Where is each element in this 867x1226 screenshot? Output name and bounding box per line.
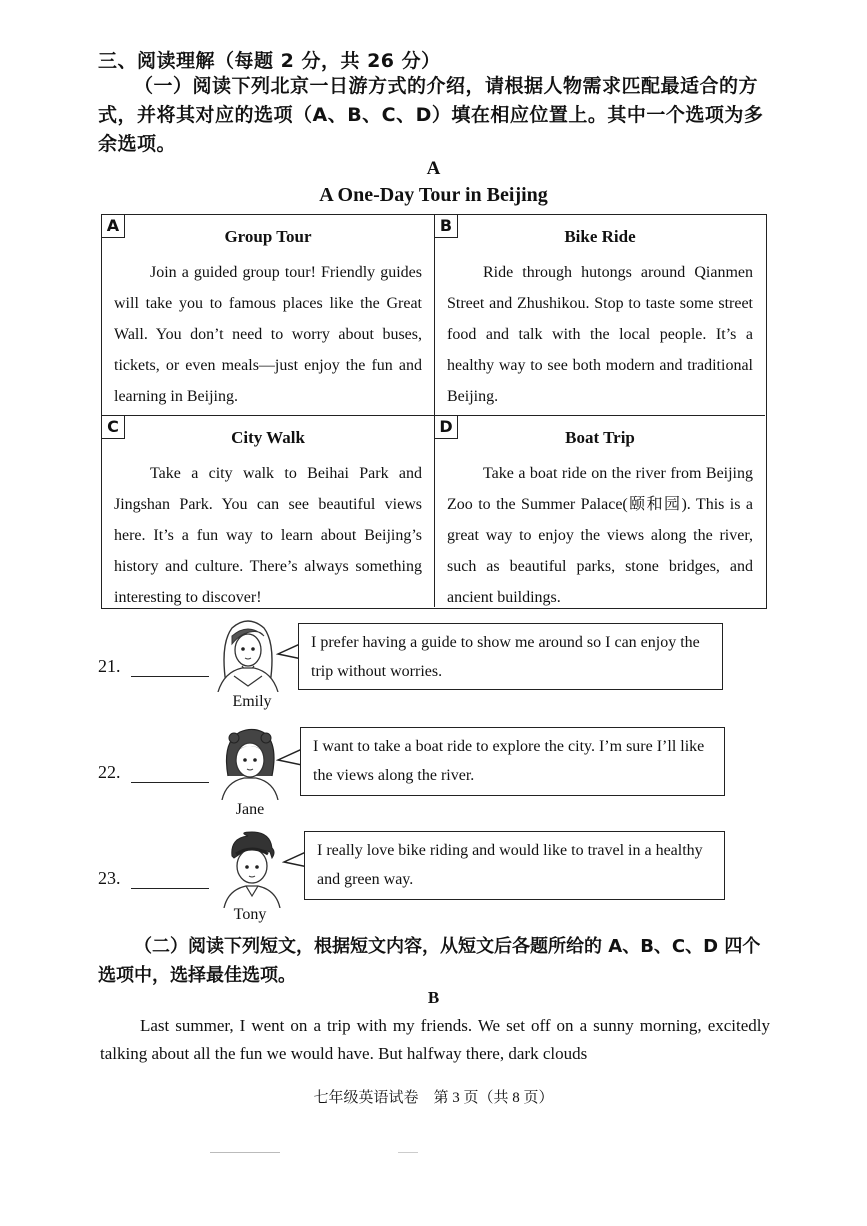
speech-text: I prefer having a guide to show me around so I can enjoy the trip without worries.	[311, 634, 700, 680]
option-body	[447, 257, 753, 412]
option-c	[102, 416, 435, 607]
answer-blank[interactable]	[131, 764, 209, 783]
part-b-letter: B	[427, 988, 440, 1007]
part1-instruction	[98, 72, 778, 159]
speech-text: I really love bike riding and would like to travel in a healthy and green way.	[317, 842, 703, 888]
option-body-text: Ride through hutongs around Qianmen Street and Zhushikou. Stop to taste some street food and talk with the local people. It’s a healthy way to see both modern and traditional Beijing.	[447, 264, 753, 405]
tour-title: A One-Day Tour in Beijing	[319, 184, 548, 206]
option-d	[435, 416, 765, 607]
option-body	[114, 257, 422, 412]
scan-artifact	[398, 1152, 418, 1153]
option-letter: B	[435, 215, 458, 238]
emily-avatar-icon	[210, 614, 286, 692]
option-body	[447, 458, 753, 613]
part2-instruction-text: （二）阅读下列短文，根据短文内容，从短文后各题所给的 A、B、C、D 四个选项中，选择最佳选项。	[98, 936, 761, 986]
speech-bubble	[304, 831, 725, 900]
tony-avatar-icon	[218, 830, 286, 908]
question-number: 21.	[98, 656, 121, 676]
person-name: Emily	[232, 693, 272, 710]
question-23	[98, 868, 209, 889]
question-number: 23.	[98, 868, 121, 888]
question-21	[98, 656, 209, 677]
option-title: Group Tour	[224, 227, 312, 246]
part-a-letter: A	[426, 158, 441, 179]
option-title: City Walk	[231, 428, 305, 447]
section-title: 三、阅读理解（每题 2 分，共 26 分）	[98, 50, 441, 72]
speech-text: I want to take a boat ride to explore the city. I’m sure I’ll like the views along the river.	[313, 738, 705, 784]
passage-text: Last summer, I went on a trip with my friends. We set off on a sunny morning, excitedly talking about all the fun we would have. But halfway there, dark clouds	[100, 1016, 770, 1063]
option-body-text: Take a boat ride on the river from Beijing Zoo to the Summer Palace(颐和园). This is a great way to enjoy the views along the river, such as beautiful parks, stone bridges, and ancient buildings.	[447, 465, 753, 606]
question-22	[98, 762, 209, 783]
scan-artifact	[210, 1152, 280, 1153]
answer-blank[interactable]	[131, 658, 209, 677]
option-a	[102, 215, 435, 416]
page-footer: 七年级英语试卷 第 3 页（共 8 页）	[313, 1090, 554, 1106]
option-b	[435, 215, 765, 416]
answer-blank[interactable]	[131, 870, 209, 889]
option-letter: D	[435, 416, 458, 439]
options-grid	[101, 214, 767, 609]
option-body	[114, 458, 422, 613]
part1-instruction-text: （一）阅读下列北京一日游方式的介绍，请根据人物需求匹配最适合的方式，并将其对应的选项（A、B、C、D）填在相应位置上。其中一个选项为多余选项。	[98, 75, 764, 155]
option-title: Bike Ride	[564, 227, 636, 246]
passage	[100, 1012, 770, 1068]
speech-bubble	[298, 623, 723, 690]
person-name: Tony	[233, 906, 267, 923]
part2-instruction	[98, 932, 778, 990]
option-letter: C	[102, 416, 125, 439]
question-number: 22.	[98, 762, 121, 782]
option-title: Boat Trip	[565, 428, 635, 447]
bubble-tail-icon	[276, 748, 302, 768]
option-body-text: Take a city walk to Beihai Park and Jingshan Park. You can see beautiful views here. It’s a fun way to learn about Beijing’s history and culture. There’s always something interesting to discover!	[114, 465, 422, 606]
person-name: Jane	[235, 801, 265, 818]
option-body-text: Join a guided group tour! Friendly guides will take you to famous places like the Great Wall. You don’t need to worry about buses, tickets, or even meals—just enjoy the fun and learning in Beijing.	[114, 264, 422, 405]
option-letter: A	[102, 215, 125, 238]
speech-bubble	[300, 727, 725, 796]
